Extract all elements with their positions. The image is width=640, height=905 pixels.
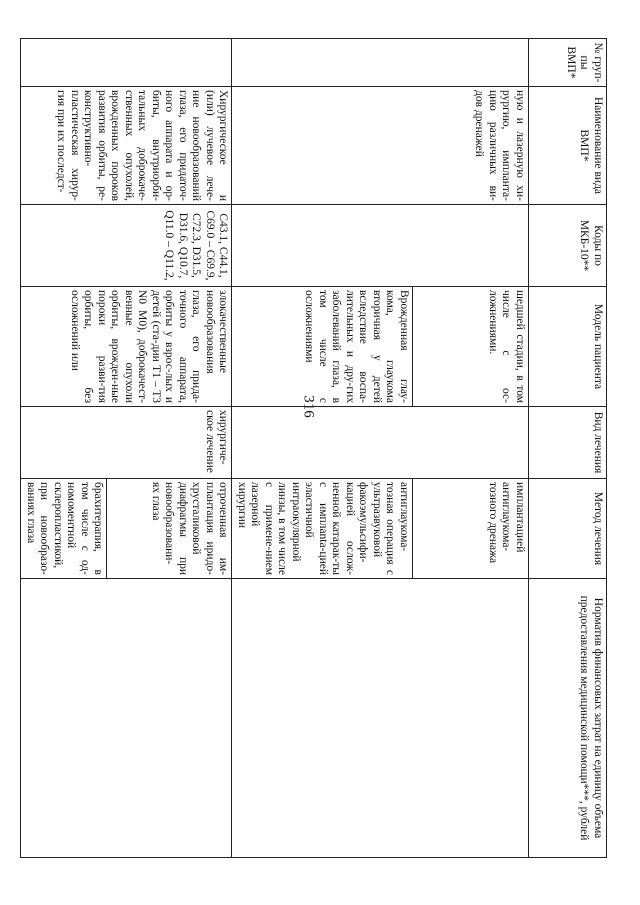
header-cost-standard: Норматив финансовых затрат на единицу объема предоставления медицинской помощи***, рублей xyxy=(529,579,607,858)
cell-treatment-method: имплантацией антиглаукома-тозного дренажа xyxy=(413,479,529,579)
cell-patient-model: злокачественные новообразования глаза, его прида-точного аппарата, орбиты у взрос-лых и детей (ста-дии T1 – T3 N0 M0), доброкачест-венные опухоли орбиты, врожден-ные пороки разви-тия орбиты, без осложнений или xyxy=(21,287,232,407)
cell-treatment-method: отроченная им-плантация иридо-хрусталиковой диафрагмы при новообразовани-ях глаза xyxy=(107,479,232,579)
cell-vmp-name: Хирургическое и (или) лучевое лече-ние новообразований глаза, его придаточ-ного аппарата и ор-биты, внутриорби-тальных доброкаче-ственных опухолей, врожденных пороков развития орбиты, ре-конструктивно-пластическая хирур-гия при их последст- xyxy=(21,87,232,205)
cell-icd-codes xyxy=(232,205,529,287)
table-row xyxy=(413,39,529,858)
table-row xyxy=(107,39,232,858)
header-treatment-method: Метод лечения xyxy=(529,479,607,579)
cell-cost-standard xyxy=(21,579,232,858)
cell-treatment-method: брахитерапия, в том числе с од-номоментной склеропластикой, при новообразо-ваниях глаза xyxy=(21,479,107,579)
cell-treatment-method: антиглаукома-тозная операция с ультразвуковой факоэмульсифи-кацией ослож-ненной катарак-ты с имплanta-цией эластичной интраокулярной линзы, в том числе с примене-нием лазерной хирургии xyxy=(232,479,413,579)
vmp-table xyxy=(21,38,608,858)
cell-icd-codes: C43.1, C44.1, C69.0 – C69.9, C72.3, D31.5, D31.6, Q10.7, Q11.0 – Q11.2, xyxy=(21,205,232,287)
cell-group-number xyxy=(21,39,232,87)
header-treatment-type: Вид лечения xyxy=(529,407,607,479)
header-patient-model: Модель пациента xyxy=(529,287,607,407)
cell-cost-standard xyxy=(232,579,529,858)
cell-treatment-type: хирургиче-ское лечение xyxy=(21,407,232,479)
cell-group-number xyxy=(232,39,529,87)
page-number: 316 xyxy=(300,395,317,418)
cell-treatment-type xyxy=(232,407,529,479)
cell-patient-model: шедшей стадии, в том числе с ос-ложнениями. xyxy=(413,287,529,407)
header-icd-codes: Коды по МКБ-10** xyxy=(529,205,607,287)
cell-vmp-name: ную и лазерную хи-рургию, импланта-цию различных ви-дов дренажей xyxy=(232,87,529,205)
header-row xyxy=(529,39,607,858)
rotated-table-wrapper xyxy=(25,38,607,858)
cell-patient-model: Врожденная глау-кома, глаукома вторичная у детей вследствие воспа-лительных и дру-гих заболеваний глаза, в том числе с осложнениями xyxy=(232,287,413,407)
header-vmp-name: Наименование вида ВМП* xyxy=(529,87,607,205)
header-group-number: № груп-пы ВМП* xyxy=(529,39,607,87)
